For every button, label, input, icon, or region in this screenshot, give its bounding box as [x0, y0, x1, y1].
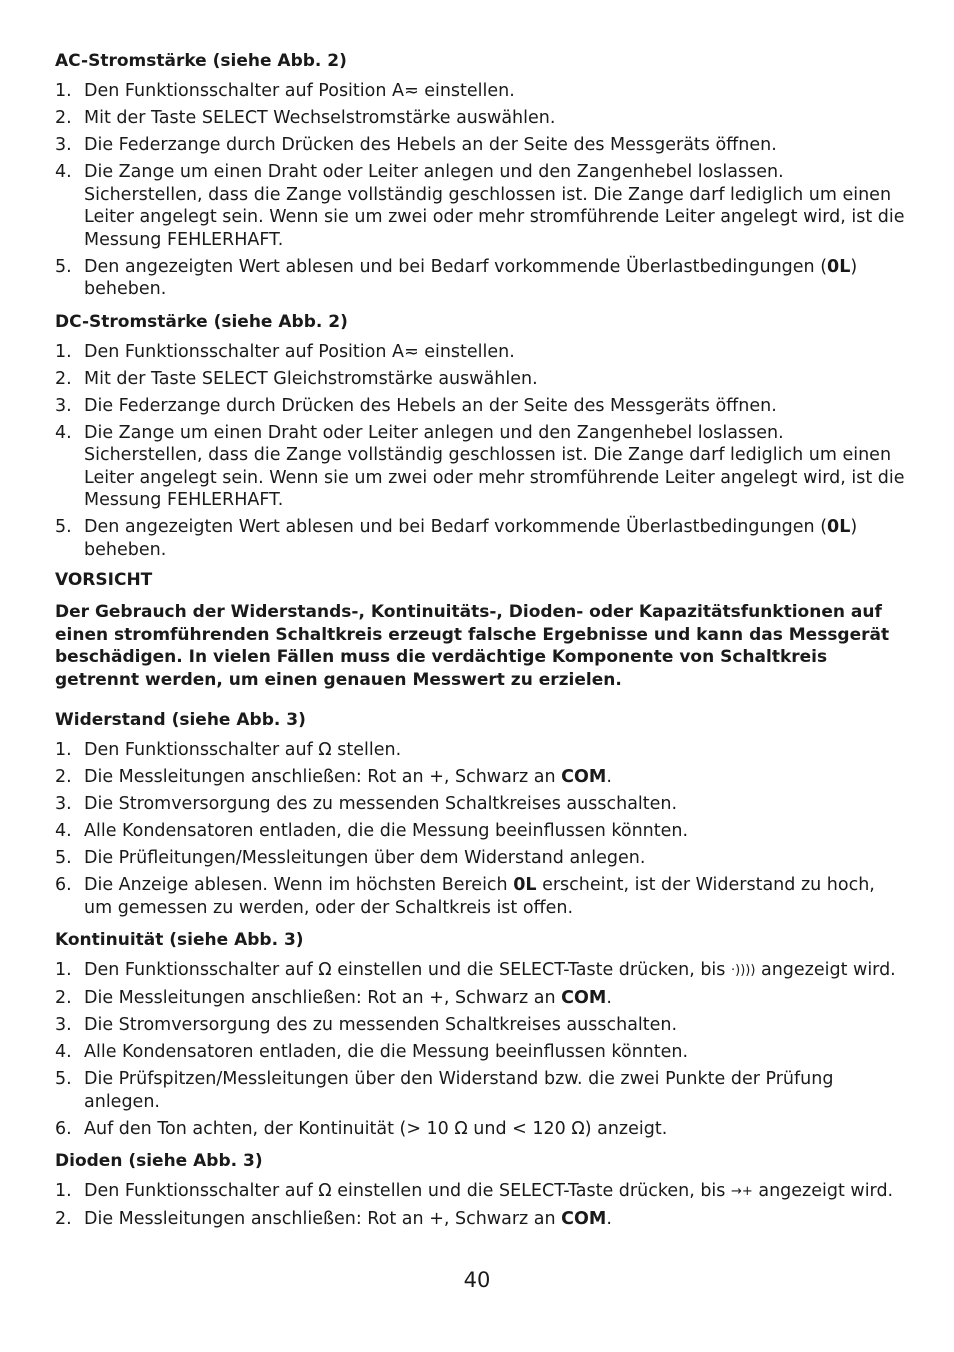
step-number: 3. [55, 135, 72, 155]
list-item [55, 739, 905, 762]
step-list [55, 341, 905, 562]
caution-block [55, 569, 905, 691]
step-number: 1. [55, 960, 72, 980]
step-number: 4. [55, 422, 72, 443]
step-number: 4. [55, 162, 72, 182]
step-list [55, 1180, 905, 1231]
list-item [55, 134, 905, 157]
step-text: ) beheben. [84, 517, 858, 560]
step-text: Den Funktionsschalter auf Ω einstellen und die SELECT-Taste drücken, bis [84, 960, 731, 980]
list-item [55, 766, 905, 789]
step-number: 1. [55, 1181, 72, 1201]
step-text: Auf den Ton achten, der Kontinuität (> 10 Ω und < 120 Ω) anzeigt. [84, 1118, 668, 1139]
list-item [55, 161, 905, 251]
section [55, 311, 905, 562]
step-text: angezeigt wird. [755, 960, 896, 980]
list-item [55, 874, 905, 919]
step-text: Die Messleitungen anschließen: Rot an +, Schwarz an [84, 1209, 562, 1229]
step-text: Alle Kondensatoren entladen, die die Messung beeinflussen könnten. [84, 1042, 689, 1062]
bold-text: COM [561, 988, 607, 1008]
step-number: 5. [55, 848, 72, 868]
step-text: . [606, 1209, 612, 1229]
step-number: 5. [55, 256, 72, 277]
step-text: ) beheben. [84, 256, 858, 299]
step-text: Die Anzeige ablesen. Wenn im höchsten Bereich [84, 875, 514, 895]
list-item [55, 1068, 905, 1113]
step-number: 6. [55, 1118, 72, 1139]
section [55, 929, 905, 1140]
diode-icon: →+ [730, 1184, 753, 1199]
step-number: 3. [55, 1015, 72, 1035]
step-text: Die Prüfspitzen/Messleitungen über den Widerstand bzw. die zwei Punkte der Prüfung anlegen. [84, 1069, 834, 1112]
step-text: Die Prüfleitungen/Messleitungen über dem Widerstand anlegen. [84, 848, 646, 868]
list-item [55, 1014, 905, 1037]
step-list [55, 959, 905, 1140]
step-number: 1. [55, 81, 72, 101]
section [55, 50, 905, 301]
section [55, 1150, 905, 1231]
list-item [55, 1118, 905, 1141]
list-item [55, 256, 905, 301]
section-heading: Dioden (siehe Abb. 3) [55, 1151, 263, 1171]
step-number: 5. [55, 1069, 72, 1089]
list-item [55, 422, 905, 512]
step-text: Die Federzange durch Drücken des Hebels an der Seite des Messgeräts öffnen. [84, 395, 777, 416]
list-item [55, 1208, 905, 1231]
list-item [55, 820, 905, 843]
step-text: Die Messleitungen anschließen: Rot an +, Schwarz an [84, 767, 562, 787]
caution-body: Der Gebrauch der Widerstands-, Kontinuitäts-, Dioden- oder Kapazitätsfunktionen auf einen stromführenden Schaltkreis erzeugt falsche Ergebnisse und kann das Messgerät beschädigen. In vielen Fällen muss die verdächtige Komponente von Schaltkreis getrennt werden, um einen genauen Messwert zu erzielen. [55, 602, 890, 690]
step-text: Den Funktionsschalter auf Position A≂ einstellen. [84, 81, 515, 101]
step-list [55, 739, 905, 919]
step-text: . [606, 988, 612, 1008]
list-item [55, 80, 905, 103]
step-text: Alle Kondensatoren entladen, die die Messung beeinflussen könnten. [84, 821, 689, 841]
step-number: 4. [55, 821, 72, 841]
list-item [55, 368, 905, 391]
bold-text: COM [561, 767, 607, 787]
list-item [55, 341, 905, 364]
step-text: . [606, 767, 612, 787]
step-number: 1. [55, 740, 72, 760]
step-text: Den angezeigten Wert ablesen und bei Bedarf vorkommende Überlastbedingungen ( [84, 256, 828, 277]
step-text: angezeigt wird. [752, 1181, 894, 1201]
step-number: 2. [55, 767, 72, 787]
list-item [55, 1180, 905, 1204]
list-item [55, 987, 905, 1010]
step-number: 2. [55, 988, 72, 1008]
step-text: Den Funktionsschalter auf Ω stellen. [84, 740, 402, 760]
bold-text: 0L [513, 875, 537, 895]
step-number: 2. [55, 368, 72, 389]
step-text: Die Stromversorgung des zu messenden Schaltkreises ausschalten. [84, 794, 678, 814]
section-heading: DC-Stromstärke (siehe Abb. 2) [55, 311, 348, 332]
step-number: 2. [55, 1209, 72, 1229]
step-text: erscheint, ist der Widerstand zu hoch, um gemessen zu werden, oder der Schaltkreis ist offen. [84, 875, 875, 918]
step-number: 2. [55, 108, 72, 128]
section-heading: AC-Stromstärke (siehe Abb. 2) [55, 51, 347, 71]
step-number: 3. [55, 794, 72, 814]
list-item [55, 847, 905, 870]
step-text: Die Zange um einen Draht oder Leiter anlegen und den Zangenhebel loslassen. Sicherstellen, dass die Zange vollständig geschlossen ist. Die Zange darf lediglich um einen Leiter angelegt sein. Wenn sie um zwei oder mehr stromführende Leiter angelegt wird, ist die Messung FEHLERHAFT. [84, 422, 905, 510]
step-number: 3. [55, 395, 72, 416]
list-item [55, 959, 905, 983]
continuity-icon: ·)))) [730, 963, 756, 978]
step-number: 5. [55, 517, 72, 537]
step-text: Mit der Taste SELECT Wechselstromstärke auswählen. [84, 108, 556, 128]
bold-text: 0L [827, 517, 851, 537]
measurement-sections [55, 709, 905, 1231]
list-item [55, 793, 905, 816]
section-heading: Kontinuität (siehe Abb. 3) [55, 930, 304, 950]
list-item [55, 395, 905, 418]
current-sections [55, 50, 905, 561]
step-number: 6. [55, 875, 72, 895]
bold-text: COM [561, 1209, 607, 1229]
section [55, 709, 905, 919]
document-page [55, 50, 905, 1239]
bold-text: 0L [827, 256, 851, 277]
section-heading: Widerstand (siehe Abb. 3) [55, 710, 306, 730]
list-item [55, 107, 905, 130]
step-list [55, 80, 905, 301]
step-text: Den angezeigten Wert ablesen und bei Bedarf vorkommende Überlastbedingungen ( [84, 517, 828, 537]
step-text: Mit der Taste SELECT Gleichstromstärke auswählen. [84, 368, 538, 389]
step-number: 1. [55, 341, 72, 362]
caution-title: VORSICHT [55, 570, 153, 590]
step-number: 4. [55, 1042, 72, 1062]
step-text: Die Zange um einen Draht oder Leiter anlegen und den Zangenhebel loslassen. Sicherstellen, dass die Zange vollständig geschlossen ist. Die Zange darf lediglich um einen Leiter angelegt sein. Wenn sie um zwei oder mehr stromführende Leiter angelegt wird, ist die Messung FEHLERHAFT. [84, 162, 905, 250]
step-text: Den Funktionsschalter auf Ω einstellen und die SELECT-Taste drücken, bis [84, 1181, 731, 1201]
list-item [55, 516, 905, 561]
step-text: Die Messleitungen anschließen: Rot an +, Schwarz an [84, 988, 562, 1008]
step-text: Den Funktionsschalter auf Position A≂ einstellen. [84, 341, 515, 362]
step-text: Die Federzange durch Drücken des Hebels an der Seite des Messgeräts öffnen. [84, 135, 777, 155]
page-number: 40 [463, 1268, 491, 1292]
step-text: Die Stromversorgung des zu messenden Schaltkreises ausschalten. [84, 1015, 678, 1035]
list-item [55, 1041, 905, 1064]
